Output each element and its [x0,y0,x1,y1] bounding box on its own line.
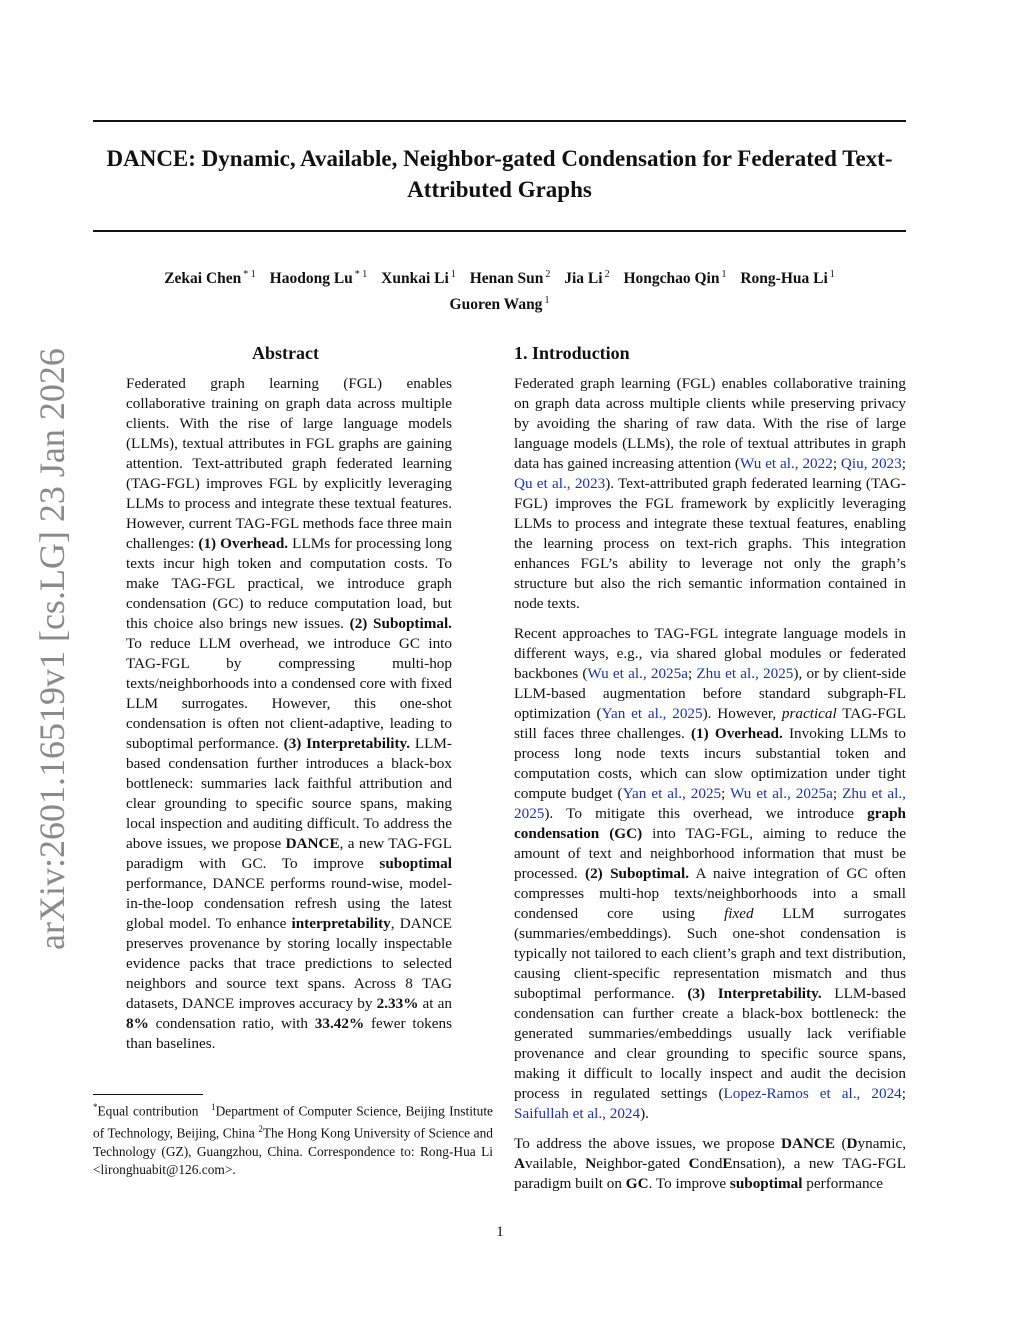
body-text: . To improve [648,1175,730,1192]
citation-link[interactable]: Zhu et al., 2025 [514,785,906,822]
body-text: Invoking LLMs to process long node texts incurs substantial token and computation costs, which can slow optimization under tight compute budget ( [514,725,906,802]
citation-link[interactable]: Yan et al., 2025 [622,785,722,802]
title-top-rule [93,120,906,122]
body-text: A naive integration of GC often compresses multi-hop texts/neighborhoods into a small condensed core using [514,865,906,922]
body-text: LLM-based condensation further introduces a black-box bottleneck: summaries lack faithful attribution and clear grounding to specific source spans, making local inspection and auditing difficult. To address the above issues, we propose [126,735,452,852]
author-affiliation-marker: 2 [604,269,610,280]
body-text: LLMs for processing long texts incur high token and computation costs. To make TAG-FGL practical, we introduce graph condensation (GC) to reduce computation load, but this choice also brings new issues. [126,535,452,632]
body-text: ; [901,455,906,472]
introduction-heading: 1. Introduction [514,343,630,363]
body-text: into TAG-FGL, aiming to reduce the amount of text and neighborhood information that must be processed. [514,825,906,882]
citation-link[interactable]: Zhu et al., 2025 [696,665,794,682]
bold-text: (3) Interpretability. [687,985,822,1002]
body-text: performance, DANCE performs round-wise, model-in-the-loop condensation refresh using the latest global model. To enhance [126,875,452,932]
affiliation-1: Department of Computer Science, Beijing Institute of Technology, Beijing, China [93,1103,493,1141]
body-text: eighbor-gated [596,1155,689,1172]
citation-link[interactable]: Wu et al., 2025a [730,785,833,802]
body-text: ond [699,1155,723,1172]
author-affiliation-marker: 1 [829,269,835,280]
body-text: nsation), a new TAG-FGL paradigm built on [514,1155,906,1192]
citation-link[interactable]: Wu et al., 2025a [587,665,688,682]
body-text: To address the above issues, we propose [514,1135,782,1152]
bold-text: DANCE [285,835,340,852]
body-text: ; [687,665,697,682]
footnote-rule [93,1094,203,1095]
bold-text: DANCE [781,1135,836,1152]
citation-link[interactable]: Qu et al., 2023 [514,475,606,492]
footnote-marker-2: 2 [258,1124,263,1135]
body-text: vailable, [524,1155,586,1172]
bold-text: graph condensation (GC) [514,805,906,842]
body-text: ; [832,455,841,472]
equal-contribution-note: Equal contribution [97,1103,199,1119]
bold-text: GC [625,1175,649,1192]
italic-text: practical [781,705,837,722]
body-text: ; [832,785,843,802]
author-affiliation-marker: 1 [721,269,727,280]
bold-text: (2) Suboptimal. [585,865,690,882]
body-text: ). Text-attributed graph federated learning (TAG-FGL) improves the FGL framework by explicitly leveraging LLMs to process and integrate these textual features, enabling the learning process on text-rich graphs. This integration enhances FGL’s ability to leverage not only the graph’s structure but also the rich semantic information contained in node texts. [514,475,906,612]
author-list [93,264,906,316]
author-affiliation-marker: * 1 [243,269,256,280]
footnote [93,1098,493,1179]
bold-text: C [688,1155,700,1172]
introduction-paragraph [514,1134,906,1194]
author-affiliation-marker: 2 [545,269,551,280]
abstract-heading: Abstract [252,343,319,363]
body-text: , a new TAG-FGL paradigm with GC. To improve [126,835,453,872]
body-text: condensation ratio, with [148,1015,315,1032]
bold-text: (1) Overhead. [198,535,289,552]
bold-text: (1) Overhead. [690,725,783,742]
author-name: Xunkai Li $^1$ [381,269,456,288]
citation-link[interactable]: Saifullah et al., 2024 [514,1105,641,1122]
bold-text: 2.33% [376,995,419,1012]
affiliation-2-correspondence: The Hong Kong University of Science and Technology (GZ), Guangzhou, China. Correspondence to: Rong-Hua Li <lironghuabit@126.com>. [93,1125,493,1177]
abstract-body [126,374,452,1054]
bold-text: suboptimal [729,1175,803,1192]
body-text: TAG-FGL still faces three challenges. [514,705,906,742]
citation-link[interactable]: Lopez-Ramos et al., 2024 [723,1085,902,1102]
footnote-marker-equal: * [93,1102,98,1112]
body-text: LLM-based condensation can further create a black-box bottleneck: the generated summaries/embeddings usually lack verifiable provenance and clear grounding to specific source spans, making it difficult to locally inspect and audit the decision process in regulated settings ( [514,985,906,1102]
citation-link[interactable]: Qiu, 2023 [840,455,902,472]
citation-link[interactable]: Yan et al., 2025 [601,705,703,722]
author-affiliation-marker: 1 [544,295,550,307]
footnote-marker-1: 1 [211,1102,216,1112]
arxiv-identifier[interactable]: arXiv:2601.16519v1 [cs.LG] 23 Jan 2026 [32,348,72,950]
body-text: To reduce LLM overhead, we introduce GC into TAG-FGL by compressing multi-hop texts/neighborhoods into a condensed core with fixed LLM surrogates. However, this one-shot condensation is often not client-adaptive, leading to suboptimal performance. [126,635,452,752]
title-bottom-rule [93,230,906,232]
body-text: ( [835,1135,847,1152]
paper-title: DANCE: Dynamic, Available, Neighbor-gated Condensation for Federated Text-Attributed Graphs [106,146,893,202]
page-number: 1 [496,1224,504,1240]
introduction-paragraph [514,624,906,1124]
author-name: Jia Li $^2$ [564,269,610,288]
bold-text: 8% [126,1015,149,1032]
author-name: Rong-Hua Li $^1$ [740,269,835,288]
body-text: fewer tokens than baselines. [126,1015,452,1052]
citation-link[interactable]: Wu et al., 2022 [740,455,833,472]
introduction-body [514,374,906,1204]
author-affiliation-marker: 1 [450,269,456,280]
author-affiliation-marker: * 1 [354,269,368,280]
bold-text: 33.42% [314,1015,365,1032]
author-name: Zekai Chen $^{* 1}$ [164,269,256,288]
body-text: , DANCE preserves provenance by storing locally inspectable evidence packs that trace predictions to selected neighbors and source text spans. Across 8 TAG datasets, DANCE improves accuracy by [126,915,453,1012]
author-name: Hongchao Qin $^1$ [623,269,727,288]
bold-text: (2) Suboptimal. [349,615,452,632]
body-text: Federated graph learning (FGL) enables collaborative training on graph data across multiple clients. With the rise of large language models (LLMs), textual attributes in FGL graphs are gaining attention. Text-attributed graph federated learning (TAG-FGL) improves FGL by explicitly leveraging LLMs to process and integrate these textual features. However, current TAG-FGL methods face three main challenges: [126,375,452,552]
author-name: Haodong Lu $^{* 1}$ [269,269,368,288]
author-name: Guoren Wang $^1$ [449,295,550,314]
bold-text: A [514,1155,525,1172]
body-text: at an [418,995,452,1012]
bold-text: D [846,1135,858,1152]
body-text: ; [721,785,731,802]
body-text: Recent approaches to TAG-FGL integrate language models in different ways, e.g., via shared global modules or federated backbones ( [514,625,906,682]
body-text: ). To mitigate this overhead, we introduce [544,805,868,822]
bold-text: suboptimal [379,855,452,872]
body-text: ), or by client-side LLM-based augmentation before standard subgraph-FL optimization ( [514,665,906,722]
bold-text: N [585,1155,597,1172]
body-text: ynamic, [857,1135,906,1152]
body-text: ). However, [702,705,782,722]
author-name: Henan Sun $^2$ [469,269,551,288]
italic-text: fixed [724,905,754,922]
body-text: Federated graph learning (FGL) enables collaborative training on graph data across multiple clients while preserving privacy by avoiding the sharing of raw data. With the rise of large language models (LLMs), the role of textual attributes in graph data has gained increasing attention ( [514,375,906,472]
bold-text: (3) Interpretability. [283,735,411,752]
body-text: performance [802,1175,884,1192]
body-text: ; [901,1085,906,1102]
bold-text: E [722,1155,733,1172]
introduction-paragraph [514,374,906,614]
body-text: LLM surrogates (summaries/embeddings). Such one-shot condensation is typically not tailored to each client’s graph and text distribution, causing client-specific representation mismatch and thus suboptimal performance. [514,905,906,1002]
bold-text: interpretability [291,915,391,932]
body-text: ). [640,1105,649,1122]
